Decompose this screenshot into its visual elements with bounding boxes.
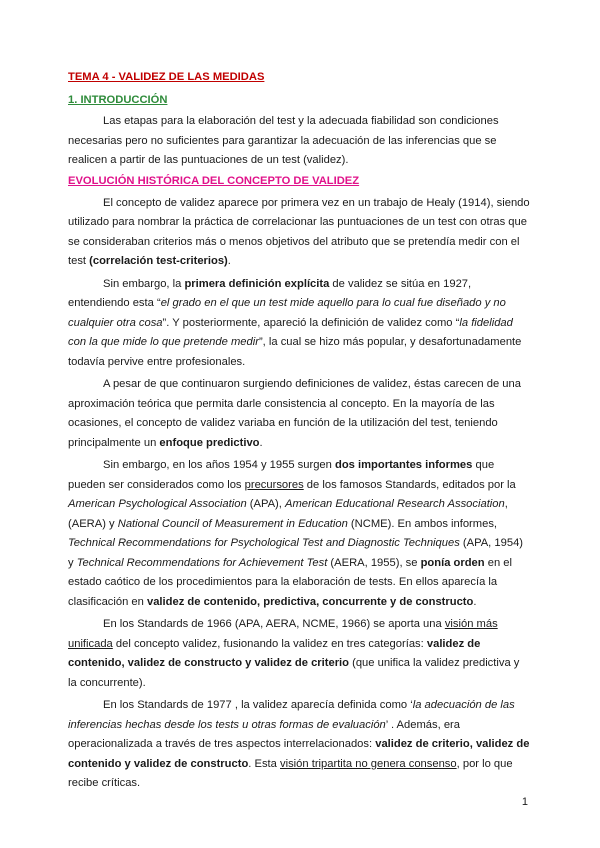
paragraph-standards-1966: En los Standards de 1966 (APA, AERA, NCME, 1966) se aporta una visión más unificada del concepto validez, fusionando la validez en tres categorías: validez de contenido, validez de constructo y validez de criterio (que unifica la validez predictiva y la concurrente). [68, 618, 520, 689]
intro-paragraph: Las etapas para la elaboración del test y la adecuada fiabilidad son condiciones necesarias pero no suficientes para garantizar la adecuación de las inferencias que se realicen a partir de las puntuaciones de un test (validez). [68, 115, 499, 166]
document-title: TEMA 4 - VALIDEZ DE LAS MEDIDAS [68, 71, 265, 83]
document-page [68, 68, 530, 794]
section-heading-evolucion: EVOLUCIÓN HISTÓRICA DEL CONCEPTO DE VALIDEZ [68, 174, 360, 187]
paragraph-healy: El concepto de validez aparece por primera vez en un trabajo de Healy (1914), siendo utilizado para nombrar la práctica de correlacionar las puntuaciones de un test con otras que se consideraban criterios más o menos objetivos del atributo que se pretendía medir con el test (correlación test-criterios). [68, 196, 530, 267]
section-heading-introduccion: 1. INTRODUCCIÓN [68, 94, 168, 106]
paragraph-standards-1977: En los Standards de 1977 , la validez aparecía definida como ‘la adecuación de las inferencias hechas desde los tests u otras formas de evaluación’ . Además, era operacionalizada a través de tres aspectos interrelacionados: validez de criterio, validez de contenido y validez de constructo. Esta visión tripartita no genera consenso, por lo que recibe críticas. [68, 699, 530, 789]
paragraph-informes-1954-1955: Sin embargo, en los años 1954 y 1955 surgen dos importantes informes que pueden ser considerados como los precursores de los famosos Standards, editados por la American Psychological Association (APA), American Educational Research Association, (AERA) y National Council of Measurement in Education (NCME). En ambos informes, Technical Recommendations for Psychological Test and Diagnostic Techniques (APA, 1954) y Technical Recommendations for Achievement Test (AERA, 1955), se ponía orden en el estado caótico de los procedimientos para la elaboración de tests. En ellos aparecía la clasificación en validez de contenido, predictiva, concurrente y de constructo. [68, 459, 524, 608]
paragraph-1927: Sin embargo, la primera definición explícita de validez se sitúa en 1927, entendiendo esta “el grado en el que un test mide aquello para lo cual fue diseñado y no cualquier otra cosa”. Y posteriormente, apareció la definición de validez como “la fidelidad con la que mide lo que pretende medir”, la cual se hizo más popular, y desafortunadamente todavía pervive entre profesionales. [68, 277, 522, 368]
paragraph-enfoque-predictivo: A pesar de que continuaron surgiendo definiciones de validez, éstas carecen de una aproximación teórica que permita darle consistencia al concepto. En la mayoría de las ocasiones, el concepto de validez variaba en función de la utilización del test, teniendo principalmente un enfoque predictivo. [68, 378, 521, 449]
page-number: 1 [521, 796, 528, 808]
